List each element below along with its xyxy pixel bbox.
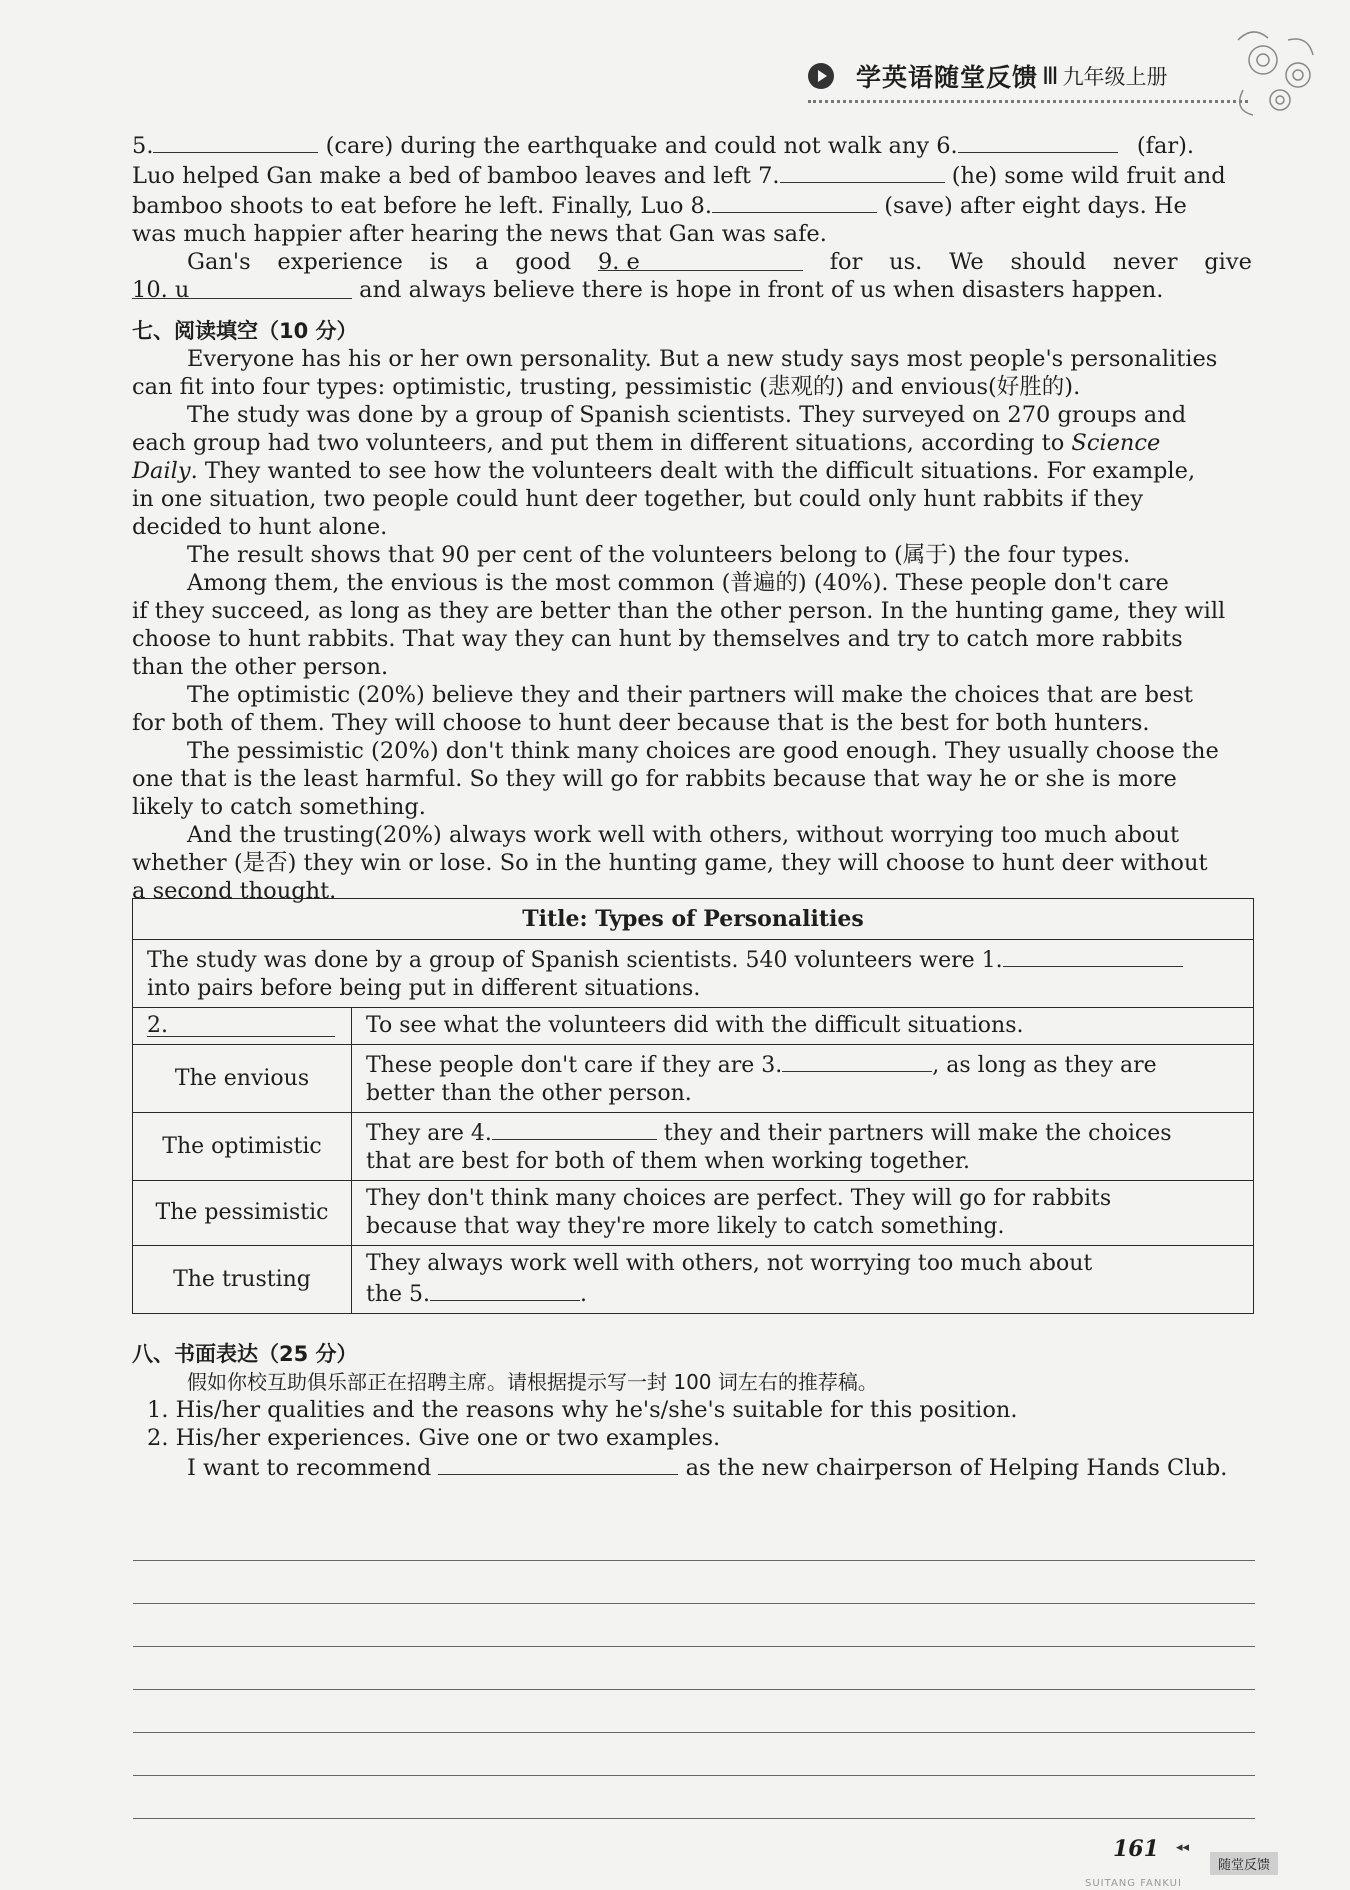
table-blank-1[interactable] <box>1003 944 1183 967</box>
writing-hint-1: 1. His/her qualities and the reasons why he's/she's suitable for this position. <box>147 1397 1018 1423</box>
table-row: The study was done by a group of Spanish scientists. 540 volunteers were 1. into pairs before being put in different situations. <box>133 940 1254 1008</box>
cloze-line-3: bamboo shoots to eat before he left. Finally, Luo 8. (save) after eight days. He <box>132 190 1252 220</box>
section-7-heading: 七、阅读填空（10 分） <box>132 319 358 343</box>
blank-7[interactable] <box>780 160 945 183</box>
blank-5[interactable] <box>153 130 318 153</box>
table-blank-2[interactable]: 2. <box>147 1012 335 1037</box>
blank-6[interactable] <box>958 130 1118 153</box>
table-blank-4[interactable] <box>492 1117 657 1140</box>
section-7 <box>132 317 1252 905</box>
writing-line[interactable] <box>133 1518 1255 1561</box>
writing-prompt: 假如你校互助俱乐部正在招聘主席。请根据提示写一封 100 词左右的推荐稿。 <box>187 1370 878 1394</box>
footer-tag: 随堂反馈 <box>1210 1852 1278 1875</box>
reading-line: can fit into four types: optimistic, trusting, pessimistic (悲观的) and envious(好胜的). <box>132 374 1081 400</box>
header-divider <box>808 100 1248 103</box>
table-blank-5[interactable] <box>430 1278 580 1301</box>
reading-line: choose to hunt rabbits. That way they can hunt by themselves and try to catch more rabbits <box>132 626 1183 652</box>
reading-line: each group had two volunteers, and put them in different situations, according to Science <box>132 430 1161 456</box>
table-title: Title: Types of Personalities <box>133 899 1254 940</box>
cloze-line-4: was much happier after hearing the news that Gan was safe. <box>132 221 827 247</box>
personality-table <box>132 898 1254 1314</box>
page-header <box>808 58 1168 94</box>
reading-line: one that is the least harmful. So they will go for rabbits because that way he or she is more <box>132 766 1177 792</box>
cloze-passage-end <box>132 130 1252 304</box>
reading-line: And the trusting(20%) always work well with others, without worrying too much about <box>187 822 1180 848</box>
arrows-icon: ◂◂ <box>1176 1840 1190 1855</box>
blank-9[interactable]: 9. e <box>598 248 803 271</box>
writing-line[interactable] <box>133 1561 1255 1604</box>
reading-line: Daily. They wanted to see how the volunteers dealt with the difficult situations. For example, <box>132 458 1196 484</box>
reading-line: than the other person. <box>132 654 389 680</box>
flower-ornament-icon <box>1218 20 1328 130</box>
reading-line: in one situation, two people could hunt deer together, but could only hunt rabbits if they <box>132 486 1144 512</box>
table-row: The envious These people don't care if they are 3. , as long as they are better than the other person. <box>133 1045 1254 1113</box>
reading-line: Everyone has his or her own personality. But a new study says most people's personalities <box>187 346 1218 372</box>
blank-10[interactable]: 10. u <box>132 276 352 299</box>
recommend-name-blank[interactable] <box>438 1452 678 1475</box>
volume-mark: Ⅲ <box>1042 62 1059 90</box>
writing-line[interactable] <box>133 1604 1255 1647</box>
writing-line[interactable] <box>133 1733 1255 1776</box>
reading-line: The study was done by a group of Spanish scientists. They surveyed on 270 groups and <box>187 402 1187 428</box>
section-8-heading: 八、书面表达（25 分） <box>132 1342 358 1366</box>
table-blank-3[interactable] <box>782 1049 932 1072</box>
writing-line[interactable] <box>133 1690 1255 1733</box>
reading-line: for both of them. They will choose to hunt deer because that is the best for both hunters. <box>132 710 1150 736</box>
page-number: 161 <box>1113 1836 1159 1862</box>
table-row: 2. To see what the volunteers did with the difficult situations. <box>133 1008 1254 1045</box>
reading-line: Among them, the envious is the most common (普遍的) (40%). These people don't care <box>187 570 1169 596</box>
reading-line: The result shows that 90 per cent of the volunteers belong to (属于) the four types. <box>187 542 1131 568</box>
table-row: The trusting They always work well with others, not worrying too much about the 5. . <box>133 1246 1254 1314</box>
play-icon <box>808 63 834 89</box>
writing-line[interactable] <box>133 1776 1255 1819</box>
reading-line: if they succeed, as long as they are better than the other person. In the hunting game, they will <box>132 598 1226 624</box>
blank-8[interactable] <box>712 190 877 213</box>
cloze-line-2: Luo helped Gan make a bed of bamboo leaves and left 7. (he) some wild fruit and <box>132 160 1252 190</box>
cloze-line-5: Gan's experience is a good 9. e for us. We should never give <box>187 249 1252 275</box>
reading-line: The pessimistic (20%) don't think many choices are good enough. They usually choose the <box>187 738 1219 764</box>
section-8 <box>132 1340 1252 1482</box>
writing-line[interactable] <box>133 1647 1255 1690</box>
reading-line: decided to hunt alone. <box>132 514 388 540</box>
footer-latin: SUITANG FANKUI <box>1085 1878 1182 1889</box>
cloze-line-1: 5. (care) during the earthquake and could not walk any 6. (far). <box>132 130 1252 160</box>
reading-line: a second thought. <box>132 878 337 904</box>
writing-area[interactable] <box>133 1518 1255 1819</box>
writing-hint-2: 2. His/her experiences. Give one or two examples. <box>147 1425 721 1451</box>
table-row: The optimistic They are 4. they and their partners will make the choices that are best for both of them when working together. <box>133 1113 1254 1181</box>
grade-label: 九年级上册 <box>1062 65 1168 89</box>
book-title: 学英语随堂反馈 <box>856 63 1039 92</box>
table-row: The pessimistic They don't think many choices are perfect. They will go for rabbits because that way they're more likely to catch something. <box>133 1181 1254 1246</box>
writing-starter: I want to recommend as the new chairperson of Helping Hands Club. <box>132 1452 1252 1482</box>
reading-line: The optimistic (20%) believe they and their partners will make the choices that are best <box>187 682 1193 708</box>
cloze-line-6: 10. u and always believe there is hope in front of us when disasters happen. <box>132 277 1164 303</box>
reading-line: likely to catch something. <box>132 794 426 820</box>
reading-line: whether (是否) they win or lose. So in the hunting game, they will choose to hunt deer without <box>132 850 1208 876</box>
